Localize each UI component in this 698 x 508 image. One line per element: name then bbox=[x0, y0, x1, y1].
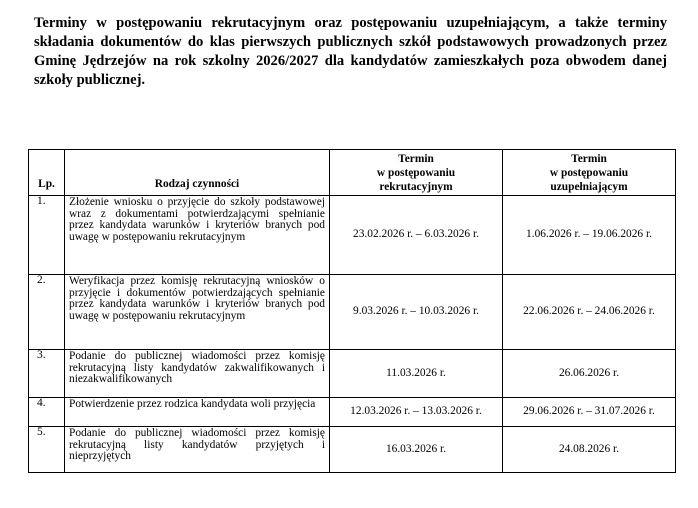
table-row bbox=[29, 427, 676, 473]
row-recruitment-term: 12.03.2026 r. – 13.03.2026 r. bbox=[330, 398, 503, 427]
header-activity: Rodzaj czynności bbox=[65, 150, 330, 196]
row-activity: Weryfikacja przez komisję rekrutacyjną wniosków o przyjęcie i dokumentów potwierdzających spełnianie przez kandydata warunków i kryteriów branych pod uwagę w postępowaniu rekrutacyjnym bbox=[65, 275, 330, 350]
row-activity: Podanie do publicznej wiadomości przez komisję rekrutacyjną listy kandydatów zakwalifikowanych i niezakwalifikowanych bbox=[65, 350, 330, 398]
document-heading: Terminy w postępowaniu rekrutacyjnym oraz postępowaniu uzupełniającym, a także terminy składania dokumentów do klas pierwszych publicznych szkół podstawowych prowadzonych przez Gminę Jędrzejów na rok szkolny 2026/2027 dla kandydatów zamieszkałych poza obwodem danej szkoły publicznej. bbox=[34, 15, 667, 88]
row-supplementary-term: 22.06.2026 r. – 24.06.2026 r. bbox=[503, 275, 676, 350]
row-recruitment-term: 11.03.2026 r. bbox=[330, 350, 503, 398]
table-row bbox=[29, 350, 676, 398]
row-lp: 5. bbox=[29, 427, 65, 473]
recruitment-schedule-table bbox=[28, 149, 676, 473]
header-recruitment-line1: Termin bbox=[398, 152, 434, 165]
table-header-row bbox=[29, 150, 676, 196]
header-recruitment-line3: rekrutacyjnym bbox=[379, 180, 453, 193]
row-supplementary-term: 1.06.2026 r. – 19.06.2026 r. bbox=[503, 196, 676, 275]
row-supplementary-term: 24.08.2026 r. bbox=[503, 427, 676, 473]
row-lp: 1. bbox=[29, 196, 65, 275]
row-lp: 3. bbox=[29, 350, 65, 398]
row-lp: 4. bbox=[29, 398, 65, 427]
row-supplementary-term: 29.06.2026 r. – 31.07.2026 r. bbox=[503, 398, 676, 427]
header-lp: Lp. bbox=[29, 150, 65, 196]
header-recruitment-term bbox=[330, 150, 503, 196]
header-supplementary-line2: w postępowaniu bbox=[549, 166, 629, 179]
row-recruitment-term: 23.02.2026 r. – 6.03.2026 r. bbox=[330, 196, 503, 275]
row-recruitment-term: 9.03.2026 r. – 10.03.2026 r. bbox=[330, 275, 503, 350]
row-activity: Potwierdzenie przez rodzica kandydata woli przyjęcia bbox=[65, 398, 330, 427]
header-supplementary-term bbox=[503, 150, 676, 196]
row-recruitment-term: 16.03.2026 r. bbox=[330, 427, 503, 473]
row-activity: Złożenie wniosku o przyjęcie do szkoły podstawowej wraz z dokumentami potwierdzającymi spełnianie przez kandydata warunków i kryteriów branych pod uwagę w postępowaniu rekrutacyjnym bbox=[65, 196, 330, 275]
row-lp: 2. bbox=[29, 275, 65, 350]
table-row bbox=[29, 196, 676, 275]
header-recruitment-line2: w postępowaniu bbox=[376, 166, 456, 179]
table-row bbox=[29, 398, 676, 427]
row-activity: Podanie do publicznej wiadomości przez komisję rekrutacyjną listy kandydatów przyjętych i nieprzyjętych bbox=[65, 427, 330, 473]
row-supplementary-term: 26.06.2026 r. bbox=[503, 350, 676, 398]
header-supplementary-line1: Termin bbox=[571, 152, 607, 165]
header-supplementary-line3: uzupełniającym bbox=[550, 180, 628, 193]
table-row bbox=[29, 275, 676, 350]
